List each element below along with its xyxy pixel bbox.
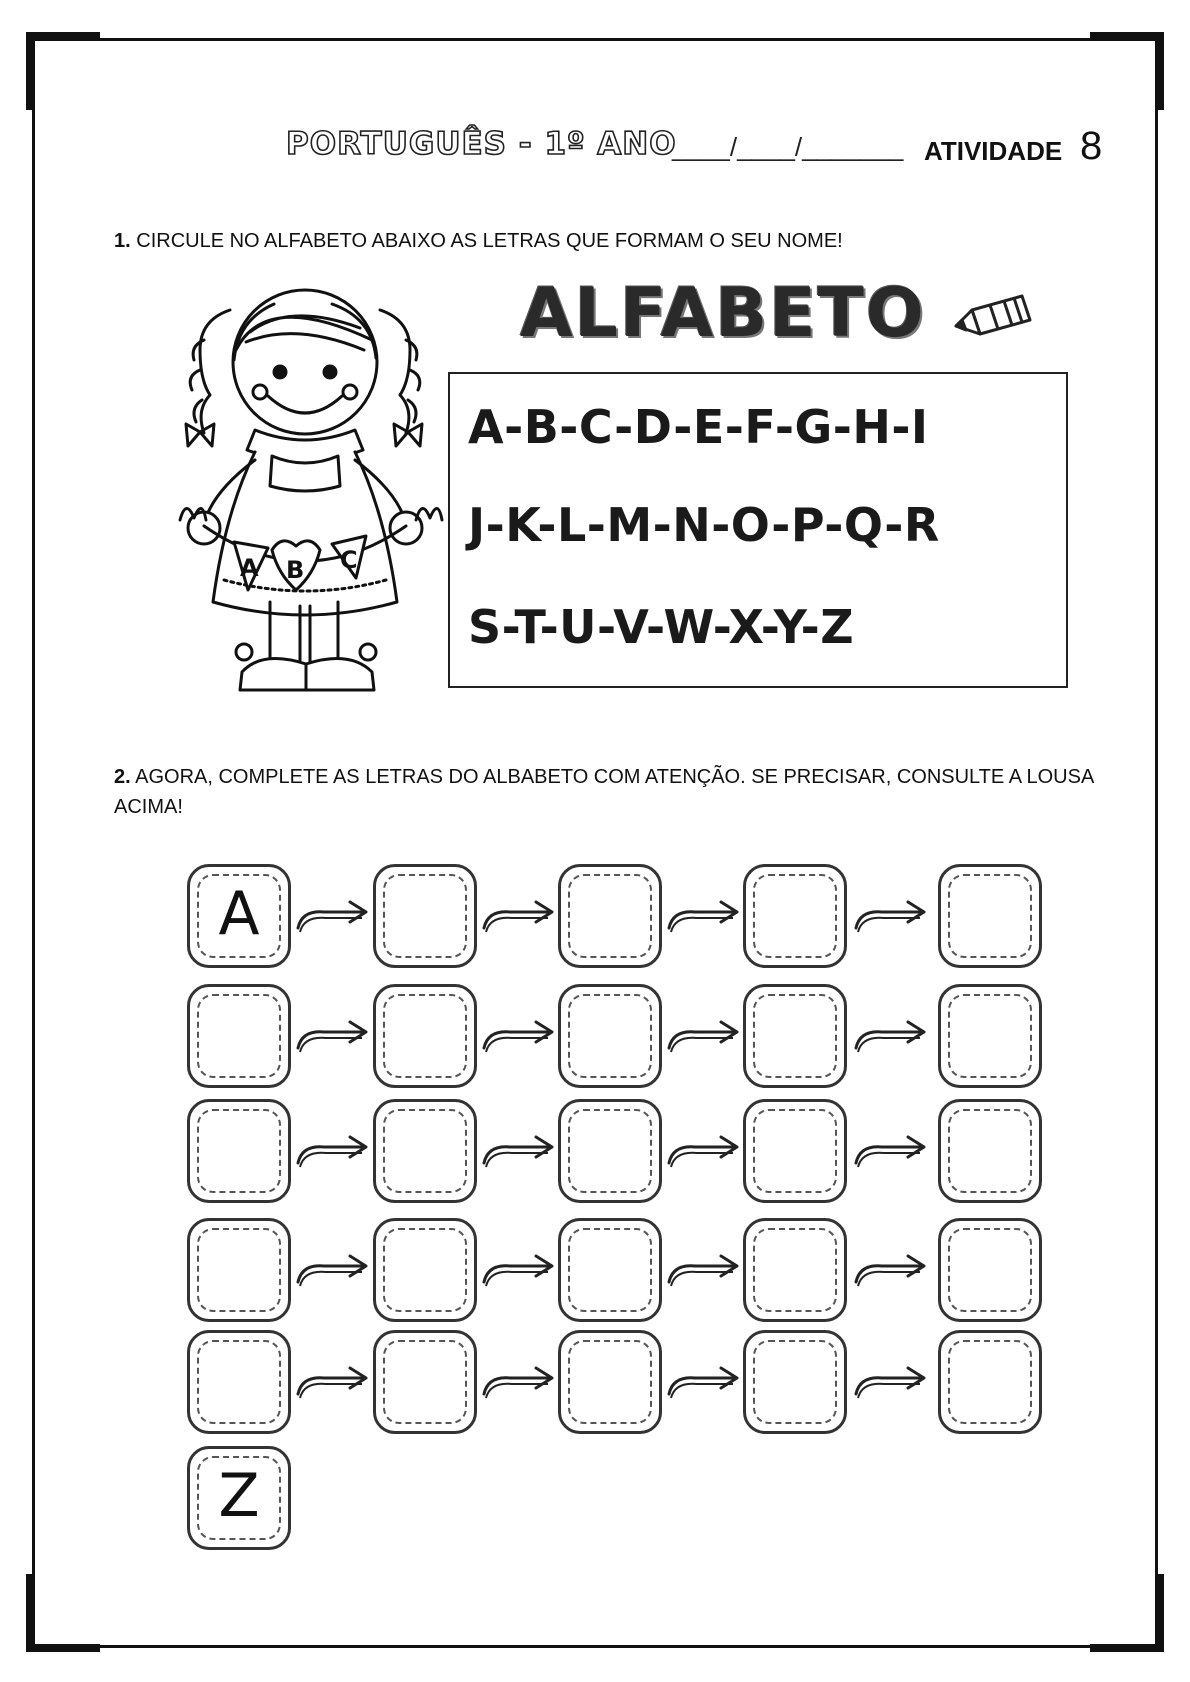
corner-mark bbox=[26, 32, 100, 40]
arrow-right-icon bbox=[294, 1362, 370, 1402]
corner-mark bbox=[1156, 1574, 1164, 1652]
arrow-right-icon bbox=[480, 896, 556, 936]
letter-box-dashed-border bbox=[383, 1109, 467, 1193]
subject-title: PORTUGUÊS - 1º ANO bbox=[286, 126, 677, 162]
letter-box-letter: A bbox=[218, 879, 260, 949]
pencil-icon bbox=[950, 292, 1036, 342]
letter-box-dashed-border bbox=[753, 1340, 837, 1424]
letter-box-dashed-border bbox=[948, 994, 1032, 1078]
letter-box-filled bbox=[187, 864, 291, 968]
letter-box[interactable] bbox=[373, 864, 477, 968]
question-1-number: 1. bbox=[114, 230, 131, 252]
corner-mark bbox=[26, 1574, 34, 1652]
letter-box-dashed-border bbox=[197, 1340, 281, 1424]
corner-mark bbox=[1090, 1644, 1164, 1652]
heart-letter: A bbox=[240, 554, 259, 582]
letter-box-dashed-border bbox=[948, 1228, 1032, 1312]
letter-box[interactable] bbox=[938, 1099, 1042, 1203]
letter-box-dashed-border bbox=[948, 874, 1032, 958]
letter-box[interactable] bbox=[558, 864, 662, 968]
letter-box-dashed-border bbox=[568, 874, 652, 958]
letter-box[interactable] bbox=[187, 1099, 291, 1203]
arrow-right-icon bbox=[294, 1016, 370, 1056]
arrow-right-icon bbox=[852, 1250, 928, 1290]
letter-box[interactable] bbox=[373, 984, 477, 1088]
date-field[interactable]: ____/____/_______ bbox=[672, 132, 904, 162]
corner-mark bbox=[1156, 32, 1164, 110]
alphabet-board bbox=[448, 372, 1068, 688]
heart-letter: B bbox=[286, 556, 305, 584]
letter-box[interactable] bbox=[558, 1218, 662, 1322]
corner-mark bbox=[1090, 32, 1164, 40]
arrow-right-icon bbox=[665, 1250, 741, 1290]
letter-box-dashed-border bbox=[383, 874, 467, 958]
arrow-right-icon bbox=[665, 896, 741, 936]
letter-box[interactable] bbox=[743, 1218, 847, 1322]
letter-box-dashed-border bbox=[753, 1228, 837, 1312]
letter-box[interactable] bbox=[187, 984, 291, 1088]
corner-mark bbox=[26, 32, 34, 110]
arrow-right-icon bbox=[480, 1016, 556, 1056]
arrow-right-icon bbox=[294, 1250, 370, 1290]
letter-box[interactable] bbox=[187, 1330, 291, 1434]
letter-box[interactable] bbox=[558, 1099, 662, 1203]
letter-box-letter: Z bbox=[218, 1461, 260, 1531]
activity-number: 8 bbox=[1080, 124, 1103, 168]
arrow-right-icon bbox=[665, 1131, 741, 1171]
letter-box-dashed-border bbox=[568, 994, 652, 1078]
letter-box-dashed-border bbox=[197, 1109, 281, 1193]
letter-box-dashed-border bbox=[568, 1340, 652, 1424]
arrow-right-icon bbox=[852, 1131, 928, 1171]
question-2-text: AGORA, COMPLETE AS LETRAS DO ALBABETO COM ATENÇÃO. SE PRECISAR, CONSULTE A LOUSA ACIMA! bbox=[114, 766, 1094, 818]
letter-box[interactable] bbox=[558, 984, 662, 1088]
arrow-right-icon bbox=[852, 896, 928, 936]
letter-box[interactable] bbox=[743, 1330, 847, 1434]
letter-box[interactable] bbox=[558, 1330, 662, 1434]
arrow-right-icon bbox=[480, 1250, 556, 1290]
alphabet-row-2: J-K-L-M-N-O-P-Q-R bbox=[468, 498, 940, 552]
letter-box[interactable] bbox=[373, 1330, 477, 1434]
letter-box[interactable] bbox=[938, 984, 1042, 1088]
arrow-right-icon bbox=[294, 896, 370, 936]
activity-label: ATIVIDADE bbox=[924, 136, 1063, 166]
letter-box[interactable] bbox=[938, 1330, 1042, 1434]
question-2 bbox=[114, 762, 1094, 822]
letter-box-dashed-border bbox=[383, 1228, 467, 1312]
arrow-right-icon bbox=[665, 1362, 741, 1402]
letter-box-dashed-border bbox=[753, 874, 837, 958]
arrow-right-icon bbox=[852, 1016, 928, 1056]
question-2-number: 2. bbox=[114, 766, 131, 788]
arrow-right-icon bbox=[480, 1362, 556, 1402]
letter-box-dashed-border bbox=[568, 1109, 652, 1193]
arrow-right-icon bbox=[294, 1131, 370, 1171]
arrow-right-icon bbox=[852, 1362, 928, 1402]
letter-box[interactable] bbox=[187, 1218, 291, 1322]
letter-box-dashed-border bbox=[948, 1109, 1032, 1193]
letter-box-dashed-border bbox=[568, 1228, 652, 1312]
alphabet-row-1: A-B-C-D-E-F-G-H-I bbox=[468, 400, 929, 454]
arrow-right-icon bbox=[480, 1131, 556, 1171]
letter-box[interactable] bbox=[743, 864, 847, 968]
heart-letter: C bbox=[340, 546, 358, 574]
letter-box-dashed-border bbox=[753, 994, 837, 1078]
letter-box[interactable] bbox=[938, 1218, 1042, 1322]
letter-box-dashed-border bbox=[383, 1340, 467, 1424]
corner-mark bbox=[26, 1644, 100, 1652]
letter-box-dashed-border bbox=[197, 994, 281, 1078]
letter-box-dashed-border bbox=[197, 1228, 281, 1312]
letter-box[interactable] bbox=[743, 984, 847, 1088]
alphabet-row-3: S-T-U-V-W-X-Y-Z bbox=[468, 600, 855, 654]
letter-box-dashed-border bbox=[948, 1340, 1032, 1424]
question-1-text: CIRCULE NO ALFABETO ABAIXO AS LETRAS QUE FORMAM O SEU NOME! bbox=[136, 230, 843, 252]
letter-box[interactable] bbox=[743, 1099, 847, 1203]
question-1 bbox=[114, 226, 843, 256]
letter-box[interactable] bbox=[373, 1099, 477, 1203]
girl-illustration bbox=[160, 280, 450, 720]
letter-box-filled bbox=[187, 1446, 291, 1550]
letter-box[interactable] bbox=[938, 864, 1042, 968]
worksheet-header bbox=[280, 122, 1110, 172]
arrow-right-icon bbox=[665, 1016, 741, 1056]
letter-box-dashed-border bbox=[753, 1109, 837, 1193]
letter-box-dashed-border bbox=[383, 994, 467, 1078]
alphabet-title: ALFABETO bbox=[520, 274, 926, 353]
letter-box[interactable] bbox=[373, 1218, 477, 1322]
